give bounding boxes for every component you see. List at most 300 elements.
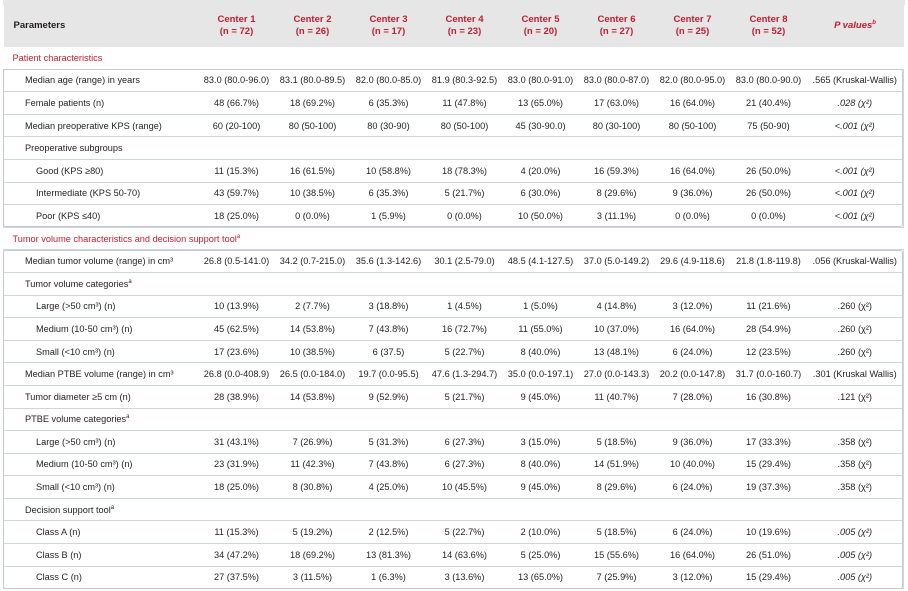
cell-center-7: 29.6 (4.9-118.6)	[655, 250, 731, 273]
row-label	[4, 295, 199, 318]
cell-center-4: 0 (0.0%)	[427, 205, 503, 228]
cell-center-8: 31.7 (0.0-160.7)	[731, 363, 807, 386]
row-label	[4, 431, 199, 454]
row-label	[4, 476, 199, 499]
table-row	[4, 318, 904, 341]
row-label	[4, 408, 199, 431]
cell-center-4: 30.1 (2.5-79.0)	[427, 250, 503, 273]
cell-center-8: 83.0 (80.0-90.0)	[731, 69, 807, 92]
cell-p-value: .028 (χ²)	[807, 92, 904, 115]
cell-center-5: 6 (30.0%)	[503, 182, 579, 205]
cell-center-7	[655, 408, 731, 431]
cell-center-1	[199, 272, 275, 295]
cell-center-6: 5 (18.5%)	[579, 521, 655, 544]
table-row	[4, 566, 904, 589]
cell-center-7: 16 (64.0%)	[655, 318, 731, 341]
cell-center-2: 80 (50-100)	[275, 114, 351, 137]
table-row	[4, 137, 904, 160]
cell-center-3: 6 (35.3%)	[351, 92, 427, 115]
cell-center-1: 11 (15.3%)	[199, 521, 275, 544]
center-n: (n = 27)	[599, 26, 634, 37]
center-n: (n = 26)	[295, 26, 330, 37]
table-row	[4, 521, 904, 544]
cell-center-7: 6 (24.0%)	[655, 521, 731, 544]
cell-center-3	[351, 408, 427, 431]
table-row	[4, 205, 904, 228]
cell-center-6	[579, 272, 655, 295]
cell-center-5	[503, 498, 579, 521]
cell-center-4	[427, 137, 503, 160]
cell-p-value: .565 (Kruskal-Wallis)	[807, 69, 904, 92]
cell-center-2	[275, 272, 351, 295]
cell-center-4: 11 (47.8%)	[427, 92, 503, 115]
cell-center-5	[503, 272, 579, 295]
cell-center-5: 3 (15.0%)	[503, 431, 579, 454]
row-label-text: PTBE volume categories	[25, 414, 127, 425]
cell-center-7: 6 (24.0%)	[655, 340, 731, 363]
row-label	[4, 250, 199, 273]
cell-p-value: .260 (χ²)	[807, 318, 904, 341]
row-label	[4, 69, 199, 92]
cell-center-6: 10 (37.0%)	[579, 318, 655, 341]
row-label-text: Median PTBE volume (range) in cm³	[25, 369, 174, 380]
cell-center-5: 2 (10.0%)	[503, 521, 579, 544]
table-row	[4, 544, 904, 567]
row-label	[4, 205, 199, 228]
cell-center-7: 9 (36.0%)	[655, 182, 731, 205]
cell-center-3: 10 (58.8%)	[351, 159, 427, 182]
cell-center-1	[199, 137, 275, 160]
row-label-text: Poor (KPS ≤40)	[36, 210, 101, 221]
center-name: Center 4	[445, 14, 484, 25]
cell-center-1: 18 (25.0%)	[199, 476, 275, 499]
cell-center-6: 27.0 (0.0-143.3)	[579, 363, 655, 386]
row-label-text: Female patients (n)	[25, 97, 105, 108]
cell-center-5: 83.0 (80.0-91.0)	[503, 69, 579, 92]
footnote-marker: a	[236, 233, 241, 240]
cell-center-5: 13 (65.0%)	[503, 92, 579, 115]
cell-center-8: 10 (19.6%)	[731, 521, 807, 544]
cell-center-5: 10 (50.0%)	[503, 205, 579, 228]
row-label	[4, 453, 199, 476]
cell-center-3	[351, 498, 427, 521]
cell-center-2	[275, 498, 351, 521]
cell-center-7: 16 (64.0%)	[655, 159, 731, 182]
cell-center-3: 13 (81.3%)	[351, 544, 427, 567]
cell-center-1: 23 (31.9%)	[199, 453, 275, 476]
cell-center-4: 80 (50-100)	[427, 114, 503, 137]
cell-center-2: 16 (61.5%)	[275, 159, 351, 182]
center-name: Center 7	[673, 14, 712, 25]
center-n: (n = 52)	[751, 26, 786, 37]
cell-center-2: 18 (69.2%)	[275, 92, 351, 115]
row-label	[4, 363, 199, 386]
cell-center-8: 15 (29.4%)	[731, 566, 807, 589]
cell-p-value	[807, 272, 904, 295]
cell-center-4: 5 (22.7%)	[427, 521, 503, 544]
cell-center-4: 47.6 (1.3-294.7)	[427, 363, 503, 386]
cell-center-6	[579, 408, 655, 431]
cell-center-2: 26.5 (0.0-184.0)	[275, 363, 351, 386]
cell-p-value	[807, 498, 904, 521]
cell-center-8: 17 (33.3%)	[731, 431, 807, 454]
cell-center-7: 16 (64.0%)	[655, 92, 731, 115]
table-row	[4, 295, 904, 318]
cell-center-4: 5 (21.7%)	[427, 182, 503, 205]
cell-center-2: 10 (38.5%)	[275, 340, 351, 363]
cell-center-8	[731, 408, 807, 431]
cell-center-1: 28 (38.9%)	[199, 385, 275, 408]
cell-center-2: 34.2 (0.7-215.0)	[275, 250, 351, 273]
cell-p-value: .301 (Kruskal Wallis)	[807, 363, 904, 386]
cell-center-6: 8 (29.6%)	[579, 476, 655, 499]
row-label-text: Median preoperative KPS (range)	[25, 120, 162, 131]
table-row	[4, 498, 904, 521]
cell-center-5: 9 (45.0%)	[503, 385, 579, 408]
center-comparison-table	[3, 5, 904, 589]
cell-p-value: .358 (χ²)	[807, 453, 904, 476]
cell-center-7: 0 (0.0%)	[655, 205, 731, 228]
cell-center-4: 5 (22.7%)	[427, 340, 503, 363]
row-label	[4, 182, 199, 205]
cell-center-4: 1 (4.5%)	[427, 295, 503, 318]
table-header	[4, 5, 904, 47]
cell-center-1: 48 (66.7%)	[199, 92, 275, 115]
footnote-marker: a	[126, 414, 130, 421]
cell-center-2: 14 (53.8%)	[275, 318, 351, 341]
cell-center-5: 35.0 (0.0-197.1)	[503, 363, 579, 386]
row-label-text: Class B (n)	[36, 549, 82, 560]
p-values-label: P values	[834, 20, 873, 31]
cell-center-5: 11 (55.0%)	[503, 318, 579, 341]
section-title-text: Patient characteristics	[12, 52, 103, 63]
row-label-text: Small (<10 cm³) (n)	[36, 346, 115, 357]
row-label	[4, 159, 199, 182]
table-row	[4, 159, 904, 182]
footnote-marker: a	[128, 278, 132, 285]
cell-center-8: 12 (23.5%)	[731, 340, 807, 363]
cell-center-7: 3 (12.0%)	[655, 566, 731, 589]
cell-center-4	[427, 408, 503, 431]
cell-center-2: 7 (26.9%)	[275, 431, 351, 454]
cell-center-2: 18 (69.2%)	[275, 544, 351, 567]
table-row	[4, 182, 904, 205]
cell-p-value	[807, 137, 904, 160]
cell-center-4: 6 (27.3%)	[427, 453, 503, 476]
row-label	[4, 92, 199, 115]
cell-center-5: 1 (5.0%)	[503, 295, 579, 318]
section-title	[4, 227, 904, 250]
cell-center-8: 0 (0.0%)	[731, 205, 807, 228]
center-n: (n = 23)	[447, 26, 482, 37]
header-center-5	[503, 5, 579, 47]
cell-center-6: 4 (14.8%)	[579, 295, 655, 318]
cell-center-1: 18 (25.0%)	[199, 205, 275, 228]
cell-center-8	[731, 498, 807, 521]
cell-center-7: 7 (28.0%)	[655, 385, 731, 408]
row-label-text: Medium (10-50 cm³) (n)	[36, 459, 133, 470]
cell-center-7: 6 (24.0%)	[655, 476, 731, 499]
cell-center-8: 21.8 (1.8-119.8)	[731, 250, 807, 273]
center-name: Center 1	[217, 14, 256, 25]
cell-center-6: 7 (25.9%)	[579, 566, 655, 589]
row-label-text: Class C (n)	[36, 572, 82, 583]
row-label-text: Decision support tool	[25, 504, 111, 515]
cell-center-7	[655, 498, 731, 521]
cell-center-2: 83.1 (80.0-89.5)	[275, 69, 351, 92]
cell-center-4: 81.9 (80.3-92.5)	[427, 69, 503, 92]
cell-center-8: 26 (50.0%)	[731, 159, 807, 182]
row-label-text: Median age (range) in years	[25, 75, 140, 86]
cell-center-8: 26 (50.0%)	[731, 182, 807, 205]
center-name: Center 2	[293, 14, 332, 25]
cell-center-3	[351, 137, 427, 160]
cell-center-3: 80 (30-90)	[351, 114, 427, 137]
row-label	[4, 137, 199, 160]
cell-center-3: 7 (43.8%)	[351, 453, 427, 476]
cell-center-3: 4 (25.0%)	[351, 476, 427, 499]
cell-center-6: 37.0 (5.0-149.2)	[579, 250, 655, 273]
row-label-text: Medium (10-50 cm³) (n)	[36, 323, 133, 334]
cell-center-6: 14 (51.9%)	[579, 453, 655, 476]
cell-center-1: 43 (59.7%)	[199, 182, 275, 205]
row-label-text: Preoperative subgroups	[25, 143, 123, 154]
table-row	[4, 250, 904, 273]
row-label	[4, 521, 199, 544]
cell-center-8: 28 (54.9%)	[731, 318, 807, 341]
cell-p-value: <.001 (χ²)	[807, 205, 904, 228]
cell-center-6: 13 (48.1%)	[579, 340, 655, 363]
cell-p-value: <.001 (χ²)	[807, 159, 904, 182]
cell-center-8	[731, 272, 807, 295]
cell-center-7: 9 (36.0%)	[655, 431, 731, 454]
cell-center-1: 45 (62.5%)	[199, 318, 275, 341]
row-label	[4, 385, 199, 408]
table-row	[4, 92, 904, 115]
center-n: (n = 20)	[523, 26, 558, 37]
cell-p-value: .358 (χ²)	[807, 431, 904, 454]
cell-center-7: 16 (64.0%)	[655, 544, 731, 567]
cell-center-1: 17 (23.6%)	[199, 340, 275, 363]
cell-center-4: 3 (13.6%)	[427, 566, 503, 589]
center-n: (n = 17)	[371, 26, 406, 37]
cell-center-7: 20.2 (0.0-147.8)	[655, 363, 731, 386]
cell-p-value	[807, 408, 904, 431]
cell-center-5: 4 (20.0%)	[503, 159, 579, 182]
cell-center-6: 15 (55.6%)	[579, 544, 655, 567]
center-name: Center 6	[597, 14, 636, 25]
cell-center-2	[275, 137, 351, 160]
cell-center-5: 13 (65.0%)	[503, 566, 579, 589]
row-label-text: Small (<10 cm³) (n)	[36, 482, 115, 493]
cell-center-3: 19.7 (0.0-95.5)	[351, 363, 427, 386]
row-label-text: Tumor diameter ≥5 cm (n)	[25, 391, 131, 402]
cell-center-6: 83.0 (80.0-87.0)	[579, 69, 655, 92]
cell-center-3: 9 (52.9%)	[351, 385, 427, 408]
cell-center-6	[579, 137, 655, 160]
row-label-text: Large (>50 cm³) (n)	[36, 301, 116, 312]
cell-p-value: .005 (χ²)	[807, 566, 904, 589]
cell-center-5: 8 (40.0%)	[503, 453, 579, 476]
cell-p-value: .260 (χ²)	[807, 340, 904, 363]
cell-p-value: <.001 (χ²)	[807, 182, 904, 205]
p-values-footnote-marker: b	[872, 19, 876, 26]
cell-center-2: 3 (11.5%)	[275, 566, 351, 589]
cell-center-3: 5 (31.3%)	[351, 431, 427, 454]
header-center-6	[579, 5, 655, 47]
row-label	[4, 272, 199, 295]
cell-center-8	[731, 137, 807, 160]
cell-p-value: <.001 (χ²)	[807, 114, 904, 137]
cell-center-2: 0 (0.0%)	[275, 205, 351, 228]
cell-p-value: .260 (χ²)	[807, 295, 904, 318]
cell-center-4: 18 (78.3%)	[427, 159, 503, 182]
cell-center-4: 14 (63.6%)	[427, 544, 503, 567]
cell-center-1: 10 (13.9%)	[199, 295, 275, 318]
table-row	[4, 385, 904, 408]
table-row	[4, 340, 904, 363]
cell-center-7	[655, 272, 731, 295]
row-label-text: Class A (n)	[36, 527, 81, 538]
header-row	[4, 5, 904, 47]
cell-center-6	[579, 498, 655, 521]
cell-center-2: 5 (19.2%)	[275, 521, 351, 544]
cell-center-3: 1 (5.9%)	[351, 205, 427, 228]
section-title-text: Tumor volume characteristics and decision support tool	[12, 233, 237, 244]
row-label-text: Large (>50 cm³) (n)	[36, 436, 116, 447]
cell-center-5	[503, 137, 579, 160]
cell-center-1	[199, 408, 275, 431]
cell-center-8: 75 (50-90)	[731, 114, 807, 137]
cell-center-5: 5 (25.0%)	[503, 544, 579, 567]
row-label	[4, 566, 199, 589]
cell-center-5: 8 (40.0%)	[503, 340, 579, 363]
cell-center-1	[199, 498, 275, 521]
row-label-text: Good (KPS ≥80)	[36, 165, 104, 176]
cell-center-7: 82.0 (80.0-95.0)	[655, 69, 731, 92]
row-label-text: Median tumor volume (range) in cm³	[25, 256, 174, 267]
cell-center-1: 26.8 (0.0-408.9)	[199, 363, 275, 386]
cell-center-6: 11 (40.7%)	[579, 385, 655, 408]
table-row	[4, 476, 904, 499]
cell-center-8: 26 (51.0%)	[731, 544, 807, 567]
cell-center-4	[427, 498, 503, 521]
cell-center-8: 11 (21.6%)	[731, 295, 807, 318]
cell-center-1: 34 (47.2%)	[199, 544, 275, 567]
table-row	[4, 363, 904, 386]
cell-center-4: 10 (45.5%)	[427, 476, 503, 499]
row-label	[4, 340, 199, 363]
header-center-2	[275, 5, 351, 47]
footnote-marker: a	[110, 504, 115, 511]
section-header-row	[4, 47, 904, 69]
center-name: Center 5	[521, 14, 560, 25]
center-n: (n = 25)	[675, 26, 710, 37]
cell-center-2: 11 (42.3%)	[275, 453, 351, 476]
center-n: (n = 72)	[219, 26, 254, 37]
cell-center-2: 2 (7.7%)	[275, 295, 351, 318]
cell-center-1: 27 (37.5%)	[199, 566, 275, 589]
cell-p-value: .056 (Kruskal-Wallis)	[807, 250, 904, 273]
cell-center-3: 7 (43.8%)	[351, 318, 427, 341]
header-center-3	[351, 5, 427, 47]
table-row	[4, 69, 904, 92]
cell-center-1: 83.0 (80.0-96.0)	[199, 69, 275, 92]
cell-center-6: 17 (63.0%)	[579, 92, 655, 115]
cell-center-7: 10 (40.0%)	[655, 453, 731, 476]
cell-center-5	[503, 408, 579, 431]
cell-p-value: .005 (χ²)	[807, 521, 904, 544]
cell-center-1: 60 (20-100)	[199, 114, 275, 137]
cell-center-4: 16 (72.7%)	[427, 318, 503, 341]
row-label	[4, 498, 199, 521]
cell-center-7: 3 (12.0%)	[655, 295, 731, 318]
cell-center-3: 2 (12.5%)	[351, 521, 427, 544]
table-row	[4, 272, 904, 295]
cell-center-6: 5 (18.5%)	[579, 431, 655, 454]
cell-center-8: 16 (30.8%)	[731, 385, 807, 408]
cell-center-3: 6 (37.5)	[351, 340, 427, 363]
cell-center-4: 5 (21.7%)	[427, 385, 503, 408]
cell-center-4	[427, 272, 503, 295]
cell-p-value: .358 (χ²)	[807, 476, 904, 499]
table-row	[4, 453, 904, 476]
cell-center-8: 21 (40.4%)	[731, 92, 807, 115]
cell-center-5: 45 (30-90.0)	[503, 114, 579, 137]
cell-center-2: 10 (38.5%)	[275, 182, 351, 205]
table-row	[4, 408, 904, 431]
cell-p-value: .121 (χ²)	[807, 385, 904, 408]
center-name: Center 3	[369, 14, 408, 25]
cell-center-2: 8 (30.8%)	[275, 476, 351, 499]
cell-p-value: .005 (χ²)	[807, 544, 904, 567]
center-name: Center 8	[749, 14, 788, 25]
row-label	[4, 544, 199, 567]
cell-center-3: 3 (18.8%)	[351, 295, 427, 318]
cell-center-3: 1 (6.3%)	[351, 566, 427, 589]
header-p-values	[807, 5, 904, 47]
cell-center-3: 35.6 (1.3-142.6)	[351, 250, 427, 273]
header-center-7	[655, 5, 731, 47]
header-center-1	[199, 5, 275, 47]
cell-center-8: 15 (29.4%)	[731, 453, 807, 476]
cell-center-6: 3 (11.1%)	[579, 205, 655, 228]
cell-center-6: 8 (29.6%)	[579, 182, 655, 205]
cell-center-2	[275, 408, 351, 431]
cell-center-5: 9 (45.0%)	[503, 476, 579, 499]
row-label-text: Intermediate (KPS 50-70)	[36, 188, 141, 199]
section-title	[4, 47, 904, 69]
row-label	[4, 114, 199, 137]
cell-center-4: 6 (27.3%)	[427, 431, 503, 454]
cell-center-1: 31 (43.1%)	[199, 431, 275, 454]
cell-center-6: 16 (59.3%)	[579, 159, 655, 182]
cell-center-3	[351, 272, 427, 295]
section-header-row	[4, 227, 904, 250]
cell-center-5: 48.5 (4.1-127.5)	[503, 250, 579, 273]
table-row	[4, 431, 904, 454]
row-label-text: Tumor volume categories	[25, 278, 129, 289]
header-center-8	[731, 5, 807, 47]
cell-center-3: 6 (35.3%)	[351, 182, 427, 205]
cell-center-1: 26.8 (0.5-141.0)	[199, 250, 275, 273]
row-label	[4, 318, 199, 341]
cell-center-1: 11 (15.3%)	[199, 159, 275, 182]
cell-center-2: 14 (53.8%)	[275, 385, 351, 408]
header-center-4	[427, 5, 503, 47]
table-body	[4, 47, 904, 589]
table-row	[4, 114, 904, 137]
